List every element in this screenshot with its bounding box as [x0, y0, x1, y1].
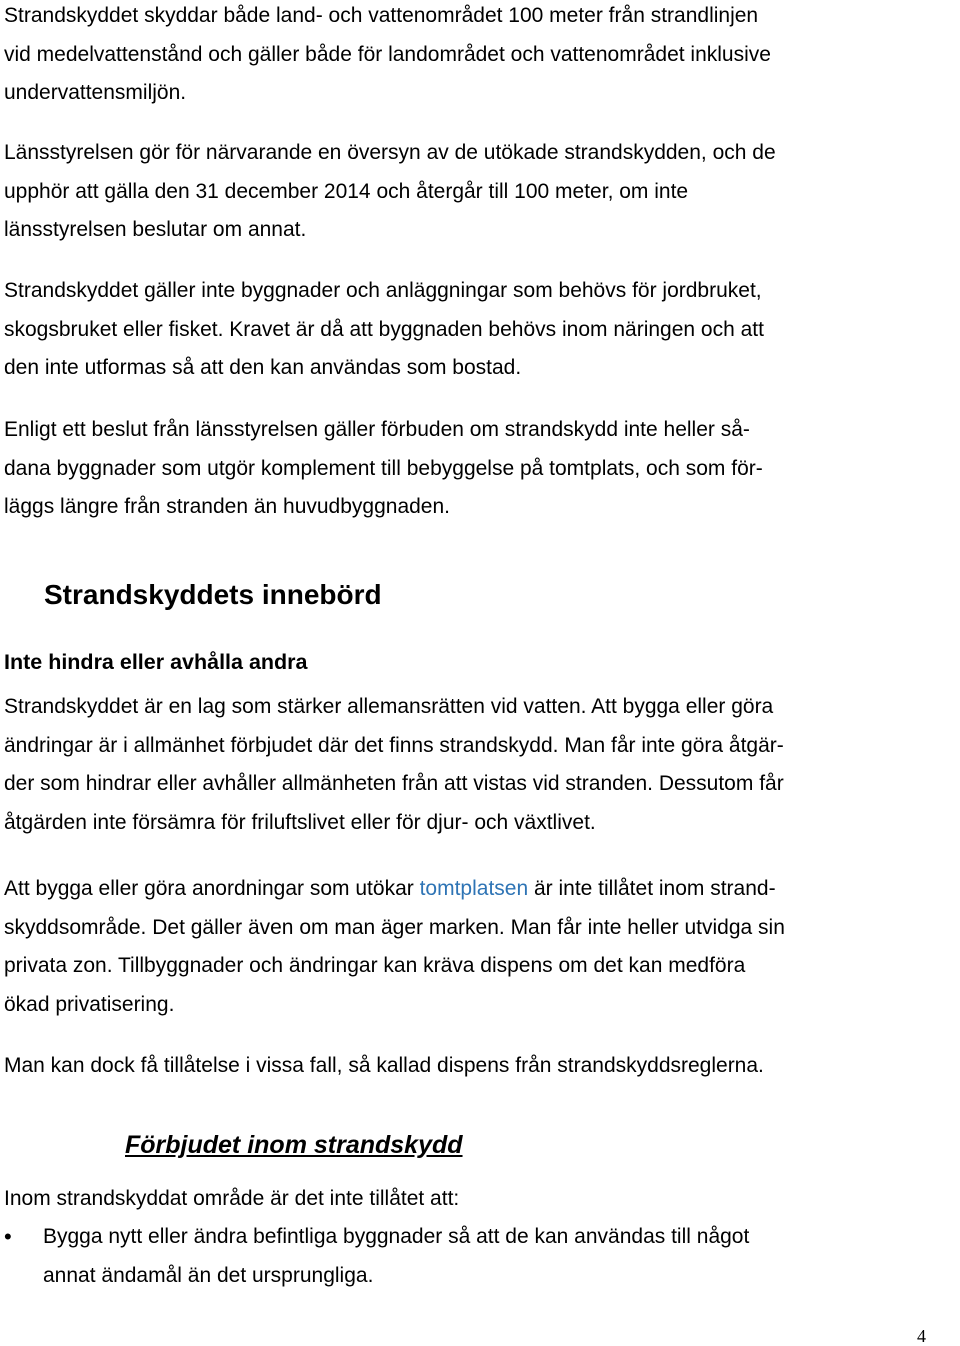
text-line: vid medelvattenstånd och gäller både för landområdet och vattenområdet inklusive — [4, 42, 771, 66]
text-line: skogsbruket eller fisket. Kravet är då att byggnaden behövs inom näringen och att — [4, 317, 764, 341]
tomtplatsen-link[interactable]: tomtplatsen — [419, 877, 529, 900]
text-line — [4, 870, 949, 909]
text-line: Strandskyddet gäller inte byggnader och anläggningar som behövs för jordbruket, — [4, 279, 762, 302]
paragraph-tomtplats — [4, 870, 949, 1025]
paragraph-strandskydd-scope — [4, 0, 949, 113]
text-line: undervattensmiljön. — [4, 81, 187, 105]
paragraph-lansstyrelsen-review — [4, 134, 949, 250]
text-line: annat ändamål än det ursprungliga. — [43, 1263, 374, 1287]
text-line: dana byggnader som utgör komplement till bebyggelse på tomtplats, och som för- — [4, 456, 763, 480]
text-line: Länsstyrelsen gör för närvarande en översyn av de utökade strandskydden, och de — [4, 141, 776, 164]
section-heading-strandskyddets-inneboerd: Strandskyddets innebörd — [44, 579, 382, 610]
text-line: Enligt ett beslut från länsstyrelsen gäller förbuden om strandskydd inte heller så- — [4, 418, 750, 441]
text-line: privata zon. Tillbyggnader och ändringar kan kräva dispens om det kan medföra — [4, 954, 746, 978]
paragraph-dispens — [4, 1047, 949, 1086]
subsection-heading-inte-hindra: Inte hindra eller avhålla andra — [4, 650, 308, 674]
text-line: den inte utformas så att den kan användas som bostad. — [4, 356, 522, 380]
section-heading-forbjudet: Förbjudet inom strandskydd — [125, 1131, 463, 1159]
text-line: Bygga nytt eller ändra befintliga byggnader så att de kan användas till något — [43, 1225, 750, 1248]
text-line: läggs längre från stranden än huvudbyggnaden. — [4, 495, 451, 519]
text-line: Inom strandskyddat område är det inte tillåtet att: — [4, 1187, 460, 1210]
paragraph-allemansratten — [4, 688, 949, 843]
text-line: Man kan dock få tillåtelse i vissa fall, så kallad dispens från strandskyddsreglerna. — [4, 1054, 764, 1077]
text-line: länsstyrelsen beslutar om annat. — [4, 218, 307, 242]
paragraph-complement-buildings — [4, 411, 949, 527]
text-line: der som hindrar eller avhåller allmänheten från att vistas vid stranden. Dessutom får — [4, 772, 784, 796]
text-line: åtgärden inte försämra för friluftslivet eller för djur- och växtlivet. — [4, 811, 596, 835]
bullet-icon: • — [4, 1224, 12, 1249]
text-line: upphör att gälla den 31 december 2014 och återgår till 100 meter, om inte — [4, 179, 689, 203]
bullet-text — [43, 1218, 749, 1295]
text-fragment: Att bygga eller göra anordningar som utökar — [4, 877, 420, 900]
text-line: ändringar är i allmänhet förbjudet där det finns strandskydd. Man får inte göra åtgär- — [4, 733, 784, 757]
page-number: 4 — [917, 1326, 926, 1346]
paragraph-intro-list — [4, 1180, 949, 1219]
paragraph-agriculture-exemption — [4, 272, 949, 388]
text-line: Strandskyddet skyddar både land- och vattenområdet 100 meter från strandlinjen — [4, 4, 759, 27]
text-line: skyddsområde. Det gäller även om man äger marken. Man får inte heller utvidga sin — [4, 915, 785, 939]
text-line: Strandskyddet är en lag som stärker allemansrätten vid vatten. Att bygga eller göra — [4, 695, 774, 718]
text-line: ökad privatisering. — [4, 993, 175, 1017]
text-fragment: är inte tillåtet inom strand- — [528, 877, 776, 900]
